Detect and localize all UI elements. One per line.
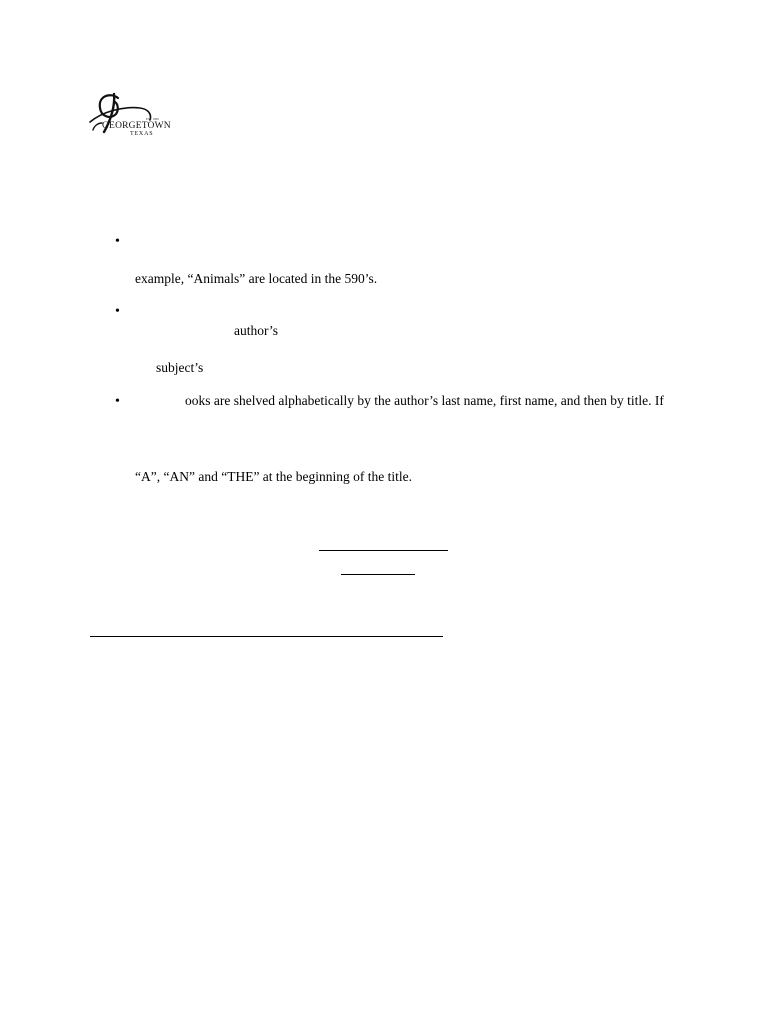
georgetown-logo-icon [88, 90, 172, 140]
bullet-3-line-2: “A”, “AN” and “THE” at the beginning of the title. [135, 469, 413, 484]
svg-text:TEXAS: TEXAS [130, 131, 154, 137]
georgetown-texas-logo [88, 90, 172, 140]
underline-rule [319, 550, 448, 551]
bullet-1-line-1: example, “Animals” are located in the 590’s. [135, 271, 378, 286]
svg-text:GEORGETOWN: GEORGETOWN [102, 121, 171, 131]
bullet-3-line-1: ooks are shelved alphabetically by the author’s last name, first name, and then by title. If [185, 393, 664, 408]
bullet-marker: • [115, 394, 120, 409]
signature-line [90, 636, 443, 637]
bullet-2-line-1: author’s [234, 323, 278, 338]
bullet-2-line-2: subject’s [156, 360, 204, 375]
underline-rule [341, 574, 415, 575]
bullet-marker: • [115, 234, 120, 249]
bullet-marker: • [115, 304, 120, 319]
svg-text:EST. 1848: EST. 1848 [146, 117, 159, 121]
